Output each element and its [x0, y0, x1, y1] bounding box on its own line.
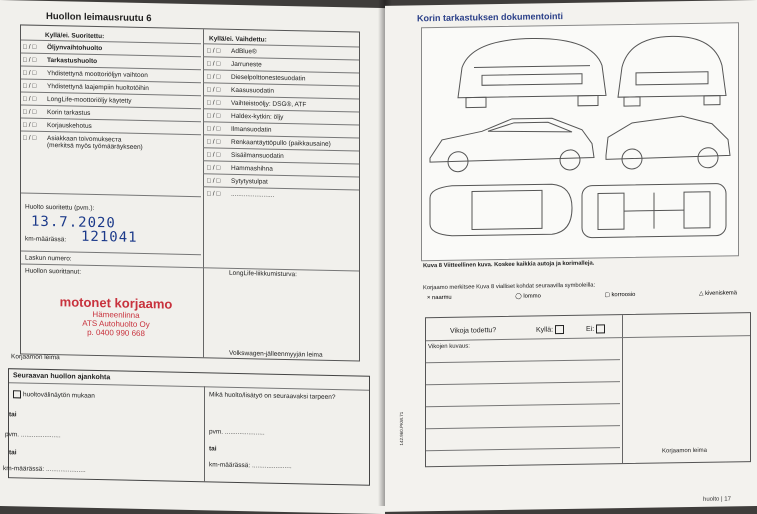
stamp-line-4: p. 0400 990 668: [87, 327, 145, 339]
side-code: 142.960.PKW.71: [399, 411, 404, 446]
col2-item: [203, 69, 359, 83]
checkbox-pair-icon[interactable]: □ / □: [23, 121, 37, 129]
col1-item-label: LongLife-moottoriöljy käytetty: [47, 95, 132, 105]
next-service-box: [3, 368, 370, 486]
legend-row: [427, 290, 737, 301]
col2-item-label: Jarruneste: [231, 60, 262, 69]
col2-item: [203, 121, 359, 134]
col1-item-label: Tarkastushuolto: [47, 56, 98, 66]
checkbox-pair-icon[interactable]: □ / □: [23, 56, 37, 64]
workshop-stamp: [31, 294, 201, 340]
stamp-line-1: motonet korjaamo: [59, 294, 173, 312]
col1-item: [21, 104, 201, 117]
col2-item-label: Sytytystulpat: [231, 177, 268, 186]
checkbox-pair-icon[interactable]: □ / □: [23, 69, 37, 77]
or-label-2: tai: [9, 449, 17, 457]
figure-caption: Kuva 8 Viitteellinen kuva. Koskee kaikkia autoja ja korimalleja.: [423, 260, 595, 270]
checkbox-pair-icon[interactable]: □ / □: [207, 177, 221, 185]
col2-item-label: AdBlue®: [231, 47, 257, 56]
page-title: Huollon leimausruutu 6: [46, 10, 152, 25]
col1-item-label: Yhdistettynä moottoriöljyn vaihtoon: [47, 69, 148, 80]
col2-item: [203, 160, 359, 173]
col2-header: Kyllä/ei. Vaihdettu:: [209, 35, 267, 44]
legend-stone-chip: △ kiveniskemä: [699, 290, 737, 297]
stamp-line-3: ATS Autohuolto Oy: [82, 318, 150, 330]
checkbox-pair-icon[interactable]: □ / □: [207, 60, 221, 68]
checkbox-pair-icon[interactable]: □ / □: [23, 95, 37, 103]
shop-stamp-label: Korjaamon leima: [11, 353, 60, 362]
col2-item-label: Renkaantäyttöpullo (paikkausaine): [231, 138, 331, 148]
col2-item: [203, 147, 359, 160]
service-date-label: Huolto suoritettu (pvm.):: [25, 203, 95, 212]
col2-item-label: Kaasusuodatin: [231, 86, 275, 95]
km-value: 121041: [81, 228, 138, 246]
next-interval-option: huoltovälinäytön mukaan: [13, 390, 95, 400]
checkbox-pair-icon[interactable]: □ / □: [23, 82, 37, 90]
invoice-label: Laskun numero:: [25, 254, 72, 263]
right-page-title: Korin tarkastuksen dokumentointi: [417, 11, 564, 24]
legend-intro: Korjaamo merkitsee Kuva 8 vialliset kohdat seuraavilla symboleilla:: [423, 282, 596, 292]
service-date-row: [21, 192, 201, 212]
col1-item: [21, 91, 201, 105]
car-outlines-svg: [422, 23, 738, 260]
invoice-row: [21, 250, 201, 263]
pvm-label-right: pvm. ......................: [209, 428, 265, 437]
checkbox-pair-icon[interactable]: □ / □: [207, 47, 221, 55]
car-side-right-view: [606, 115, 730, 169]
col2-item-label: Dieselpolttonestesuodatin: [231, 73, 306, 83]
pvm-label-left: pvm. ......................: [5, 431, 61, 440]
longlife-label: LongLife-liikkumisturva:: [229, 269, 297, 279]
car-top-view: [430, 184, 572, 236]
col1-item-label: Korin tarkastus: [47, 108, 91, 117]
performer-row: [21, 263, 359, 279]
checkbox-pair-icon[interactable]: □ / □: [207, 86, 221, 94]
car-diagram: [421, 22, 739, 261]
checkbox-pair-icon[interactable]: □ / □: [207, 99, 221, 107]
right-shop-stamp-label: Korjaamon leima: [662, 447, 708, 455]
col2-item: [203, 108, 359, 121]
col2-item-label: Vaihteistoöljy: DSG®, ATF: [231, 99, 307, 109]
performer-label: Huollon suorittanut:: [25, 267, 82, 276]
column-divider: [203, 29, 204, 357]
col2-item: [203, 134, 359, 148]
or-label-1: tai: [9, 411, 17, 419]
checkbox-icon[interactable]: [13, 390, 21, 398]
stamp-line-2: Hämeenlinna: [92, 309, 140, 320]
col2-item-label: ........................: [231, 190, 275, 199]
dealer-stamp-label: Volkswagen-jälleenmyyjän leima: [229, 349, 323, 359]
no-checkbox[interactable]: [596, 324, 605, 333]
car-front-view: [458, 37, 606, 107]
col1-item: [21, 65, 201, 80]
col2-item-label: Sisäilmansuodatin: [231, 151, 284, 160]
col2-item: [203, 82, 359, 95]
legend-dent: ◯ lommo: [515, 293, 541, 300]
col1-item-label: Yhdistettynä laajempiin huoltotöihin: [47, 82, 149, 93]
car-side-left-view: [430, 118, 594, 173]
car-underbody-view: [582, 183, 726, 237]
legend-scratch: × naarmu: [427, 294, 452, 302]
col1-item-label: Öljynvaihtohuolto: [47, 43, 103, 53]
checkbox-pair-icon[interactable]: □ / □: [23, 43, 37, 51]
defects-question: Vikoja todettu?: [450, 327, 497, 335]
checkbox-pair-icon[interactable]: □ / □: [23, 134, 37, 142]
col1-item: [21, 78, 201, 93]
col2-item-label: Haldex-kytkin: öljy: [231, 112, 284, 121]
right-page: [385, 0, 757, 512]
checkbox-pair-icon[interactable]: □ / □: [23, 108, 37, 116]
checkbox-pair-icon[interactable]: □ / □: [207, 138, 221, 146]
col1-item-label: Korjauskehotus: [47, 121, 92, 130]
checkbox-pair-icon[interactable]: □ / □: [207, 190, 221, 198]
defects-table: [425, 312, 751, 467]
checkbox-pair-icon[interactable]: □ / □: [207, 151, 221, 159]
col1-header: Kyllä/ei. Suoritettu:: [45, 31, 105, 41]
car-rear-view: [618, 35, 726, 106]
service-date-value: 13.7.2020: [31, 213, 116, 232]
col1-item: [21, 52, 201, 66]
or-label-3: tai: [209, 445, 217, 453]
col1-item: [21, 117, 201, 130]
col2-item: [203, 43, 359, 56]
service-grid: [11, 24, 360, 362]
col1-item-label: Asiakkaan toivomukseста: [47, 134, 122, 144]
col2-item-label: Hammashihna: [231, 164, 273, 173]
col2-item: [203, 173, 359, 186]
yes-option: Kyllä:: [536, 325, 566, 334]
col1-item-note: (merkitsä myös työmääräykseen): [47, 141, 143, 151]
next-service-title: Seuraavan huollon ajankohta: [13, 372, 111, 382]
description-label: Vikojen kuvaus:: [428, 343, 470, 351]
col2-item: [203, 56, 359, 69]
checkbox-pair-icon[interactable]: □ / □: [207, 112, 221, 120]
km-label: km-määrässä:: [25, 235, 67, 244]
no-option: Ei:: [586, 324, 607, 333]
checkbox-pair-icon[interactable]: □ / □: [207, 125, 221, 133]
yes-checkbox[interactable]: [555, 325, 564, 334]
page-number: huolto | 17: [703, 496, 731, 503]
checkbox-pair-icon[interactable]: □ / □: [207, 73, 221, 81]
col2-item: [203, 186, 359, 199]
next-question-label: Mikä huolto/lisätyö on seuraavaksi tarpeen?: [209, 391, 336, 402]
col1-item: [21, 39, 201, 53]
legend-corrosion: ▢ korroosio: [604, 291, 636, 299]
km-next-left: km-määrässä: ......................: [3, 465, 86, 474]
km-next-right: km-määrässä: ......................: [209, 461, 292, 471]
col2-item: [203, 95, 359, 109]
checkbox-pair-icon[interactable]: □ / □: [207, 164, 221, 172]
col1-item: [21, 130, 201, 151]
col2-item-label: Ilmansuodatin: [231, 125, 272, 134]
